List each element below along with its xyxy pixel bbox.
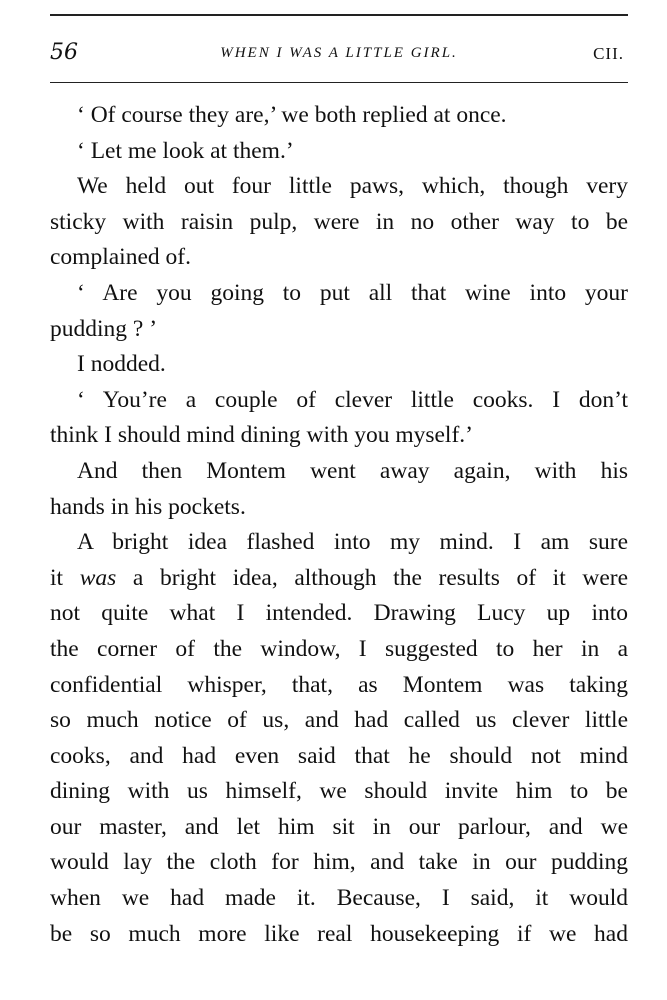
- page-number: 56: [50, 40, 78, 65]
- text-line: be so much more like real housekeeping if we had: [50, 920, 628, 947]
- text-line: hands in his pockets.: [50, 493, 246, 520]
- text-line: dining with us himself, we should invite him to be: [50, 778, 628, 805]
- text-line: I nodded.: [77, 351, 166, 378]
- chapter-number: CII.: [593, 44, 624, 63]
- text-line: ‘ Let me look at them.’: [77, 137, 294, 164]
- page-body: [50, 98, 628, 952]
- running-title: WHEN I WAS A LITTLE GIRL.: [220, 45, 458, 61]
- text-line: confidential whisper, that, as Montem was taking: [50, 671, 628, 698]
- text-line: pudding ? ’: [50, 315, 158, 342]
- top-rule: [50, 14, 628, 16]
- text-line: think I should mind dining with you myself.’: [50, 422, 473, 449]
- header-rule: [50, 82, 628, 83]
- text-line: would lay the cloth for him, and take in our pudding: [50, 849, 628, 876]
- text-line: ‘ You’re a couple of clever little cooks. I don’t: [77, 386, 628, 413]
- text-line: so much notice of us, and had called us clever little: [50, 707, 628, 734]
- text-line: We held out four little paws, which, though very: [77, 173, 628, 200]
- text-line: when we had made it. Because, I said, it would: [50, 885, 628, 912]
- text-line: ‘ Are you going to put all that wine into your: [77, 279, 628, 306]
- text-line: the corner of the window, I suggested to her in a: [50, 635, 628, 662]
- emphasized-word: was: [79, 564, 117, 591]
- page-header: [50, 40, 628, 74]
- text-line: our master, and let him sit in our parlour, and we: [50, 813, 628, 840]
- text-line: sticky with raisin pulp, were in no other way to be: [50, 208, 628, 235]
- text-line: ‘ Of course they are,’ we both replied at once.: [77, 102, 507, 128]
- text-line: complained of.: [50, 244, 191, 271]
- line-prefix: it: [50, 564, 64, 591]
- text-line: And then Montem went away again, with his: [77, 457, 628, 484]
- text-line: cooks, and had even said that he should not mind: [50, 742, 628, 769]
- text-line: A bright idea flashed into my mind. I am sure: [77, 529, 628, 556]
- text-line-with-emphasis: [50, 561, 628, 597]
- text-line: not quite what I intended. Drawing Lucy up into: [50, 600, 628, 627]
- line-rest: a bright idea, although the results of it were: [132, 564, 629, 591]
